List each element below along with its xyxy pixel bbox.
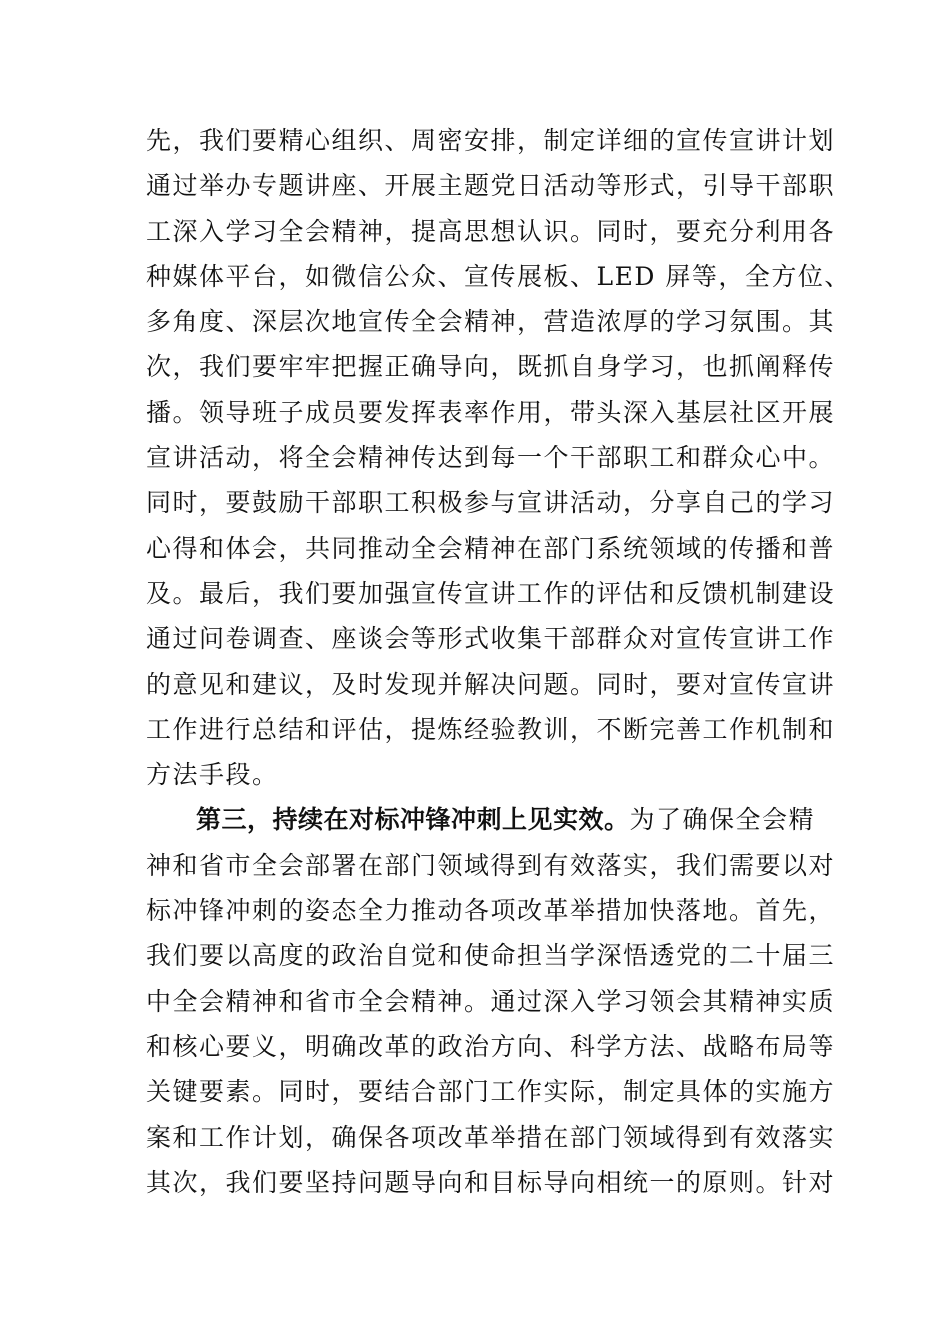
text-line: 同时，要鼓励干部职工积极参与宣讲活动，分享自己的学习	[146, 488, 836, 518]
text-line: 其次，我们要坚持问题导向和目标导向相统一的原则。针对	[146, 1167, 836, 1197]
text-line: 方法手段。	[146, 760, 279, 790]
text-line: 通过问卷调查、座谈会等形式收集干部群众对宣传宣讲工作	[146, 624, 836, 654]
text-line: 播。领导班子成员要发挥表率作用，带头深入基层社区开展	[146, 397, 836, 427]
text-line: 宣讲活动，将全会精神传达到每一个干部职工和群众心中。	[146, 443, 836, 473]
text-line: 神和省市全会部署在部门领域得到有效落实，我们需要以对	[146, 850, 836, 880]
text-line: 和核心要义，明确改革的政治方向、科学方法、战略布局等	[146, 1031, 836, 1061]
text-line: 种媒体平台，如微信公众、宣传展板、LED 屏等，全方位、	[146, 261, 851, 291]
text-line: 的意见和建议，及时发现并解决问题。同时，要对宣传宣讲	[146, 669, 836, 699]
text-line: 多角度、深层次地宣传全会精神，营造浓厚的学习氛围。其	[146, 307, 836, 337]
text-line: 次，我们要牢牢把握正确导向，既抓自身学习，也抓阐释传	[146, 352, 836, 382]
text-line: 工作进行总结和评估，提炼经验教训，不断完善工作机制和	[146, 714, 836, 744]
section-3-first-line	[146, 797, 836, 842]
text-line: 案和工作计划，确保各项改革举措在部门领域得到有效落实	[146, 1122, 836, 1152]
section-3-heading: 第三，持续在对标冲锋冲刺上见实效。	[196, 805, 630, 835]
text-line: 标冲锋冲刺的姿态全力推动各项改革举措加快落地。首先，	[146, 896, 836, 926]
text-line: 心得和体会，共同推动全会精神在部门系统领域的传播和普	[146, 533, 836, 563]
section-3-first-line-text: 为了确保全会精	[629, 805, 816, 835]
text-line: 中全会精神和省市全会精神。通过深入学习领会其精神实质	[146, 986, 836, 1016]
text-line: 先，我们要精心组织、周密安排，制定详细的宣传宣讲计划	[146, 126, 836, 155]
text-line: 我们要以高度的政治自觉和使命担当学深悟透党的二十届三	[146, 941, 836, 971]
text-line: 工深入学习全会精神，提高思想认识。同时，要充分利用各	[146, 216, 836, 246]
text-line: 关键要素。同时，要结合部门工作实际，制定具体的实施方	[146, 1077, 836, 1107]
body-text	[146, 118, 851, 1205]
text-line: 及。最后，我们要加强宣传宣讲工作的评估和反馈机制建设	[146, 578, 836, 608]
text-line: 通过举办专题讲座、开展主题党日活动等形式，引导干部职	[146, 171, 836, 201]
